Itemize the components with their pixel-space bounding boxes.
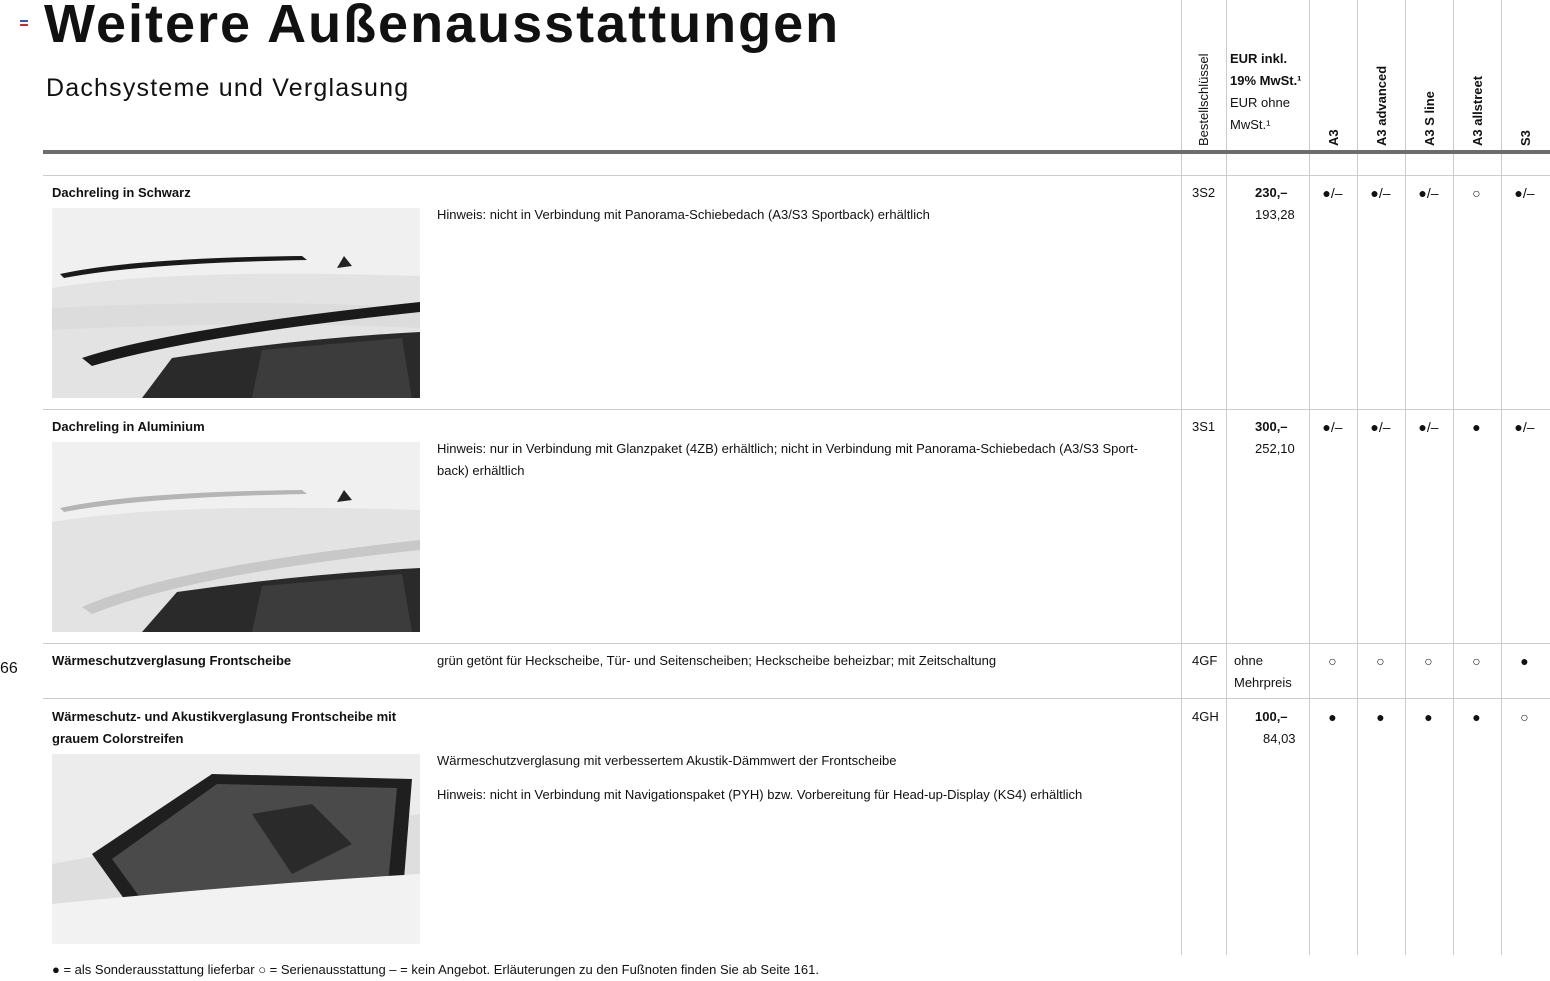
availability-a3-allstreet: ○ [1472, 653, 1481, 669]
grid-line [1357, 0, 1358, 955]
availability-a3: ● [1328, 709, 1337, 725]
grid-line [1405, 0, 1406, 955]
availability-s3: ○ [1520, 709, 1529, 725]
availability-a3-advanced: ○ [1376, 653, 1385, 669]
column-header-s3: S3 [1518, 130, 1533, 146]
grid-line [1181, 0, 1182, 955]
price-header-line2: 19% MwSt.¹ [1230, 73, 1302, 88]
row-order-key: 4GF [1192, 653, 1218, 668]
availability-a3-advanced: ● [1376, 709, 1385, 725]
row-description: grün getönt für Heckscheibe, Tür- und Seitenscheiben; Heckscheibe beheizbar; mit Zeitschaltung [437, 653, 997, 668]
row-price-incl: 100,– [1255, 709, 1288, 724]
row-price-excl: 193,28 [1255, 207, 1295, 222]
availability-a3: ●/– [1322, 419, 1343, 435]
row-price-excl: Mehrpreis [1234, 675, 1292, 690]
availability-a3-advanced: ●/– [1370, 185, 1391, 201]
availability-s3: ●/– [1514, 185, 1535, 201]
row-description-cont: back) erhältlich [437, 463, 525, 478]
windscreen-image [52, 754, 420, 944]
row-name: Dachreling in Aluminium [52, 419, 205, 434]
column-header-a3-s-line: A3 S line [1422, 91, 1437, 146]
availability-a3-s-line: ●/– [1418, 185, 1439, 201]
price-header-line4: MwSt.¹ [1230, 117, 1271, 132]
grid-line [1453, 0, 1454, 955]
page-title: Weitere Außenausstattungen [44, 0, 841, 54]
availability-a3-s-line: ● [1424, 709, 1433, 725]
column-header-key: Bestellschlüssel [1196, 53, 1211, 146]
row-divider [43, 643, 1550, 644]
column-header-a3: A3 [1326, 129, 1341, 146]
row-name: Wärmeschutzverglasung Frontscheibe [52, 653, 292, 668]
column-header-a3-allstreet: A3 allstreet [1470, 75, 1485, 146]
availability-s3: ●/– [1514, 419, 1535, 435]
flag-icon [20, 20, 28, 26]
row-description: Wärmeschutzverglasung mit verbessertem Akustik-Dämmwert der Frontscheibe [437, 753, 897, 768]
availability-a3-s-line: ○ [1424, 653, 1433, 669]
price-header-line1: EUR inkl. [1230, 51, 1288, 66]
availability-a3-s-line: ●/– [1418, 419, 1439, 435]
availability-a3-allstreet: ○ [1472, 185, 1481, 201]
row-description: Hinweis: nicht in Verbindung mit Panorama-Schiebedach (A3/S3 Sportback) erhältlich [437, 207, 930, 222]
page-number: 66 [0, 660, 18, 677]
row-order-key: 3S2 [1192, 185, 1216, 200]
row-name-cont: grauem Colorstreifen [52, 731, 184, 746]
row-name: Wärmeschutz- und Akustikverglasung Frontscheibe mit [52, 709, 397, 724]
column-header-price [1230, 48, 1302, 136]
row-divider [43, 409, 1550, 410]
page-subtitle: Dachsysteme und Verglasung [46, 74, 410, 102]
row-price-excl: 84,03 [1263, 731, 1296, 746]
row-hint: Hinweis: nicht in Verbindung mit Navigationspaket (PYH) bzw. Vorbereitung für Head-up-Display (KS4) erhältlich [437, 787, 1083, 802]
row-description: Hinweis: nur in Verbindung mit Glanzpaket (4ZB) erhältlich; nicht in Verbindung mit Panorama-Schiebedach (A3/S3 Sport- [437, 441, 1138, 456]
grid-line [1226, 0, 1227, 955]
row-order-key: 4GH [1192, 709, 1219, 724]
row-order-key: 3S1 [1192, 419, 1216, 434]
availability-a3-allstreet: ● [1472, 709, 1481, 725]
header-divider [43, 150, 1550, 154]
column-header-a3-advanced: A3 advanced [1374, 65, 1389, 146]
availability-a3: ○ [1328, 653, 1337, 669]
row-name: Dachreling in Schwarz [52, 185, 191, 200]
availability-a3-allstreet: ● [1472, 419, 1481, 435]
row-price-incl: 300,– [1255, 419, 1288, 434]
row-price-incl: ohne [1234, 653, 1263, 668]
row-price-excl: 252,10 [1255, 441, 1295, 456]
row-divider [43, 698, 1550, 699]
roof-rail-aluminium-image [52, 442, 420, 632]
price-header-line3: EUR ohne [1230, 95, 1290, 110]
row-price-incl: 230,– [1255, 185, 1288, 200]
availability-a3-advanced: ●/– [1370, 419, 1391, 435]
availability-s3: ● [1520, 653, 1529, 669]
grid-line [1309, 0, 1310, 955]
roof-rail-black-image [52, 208, 420, 398]
legend: ● = als Sonderausstattung lieferbar ○ = Serienausstattung – = kein Angebot. Erläuterungen zu den Fußnoten finden Sie ab Seite 161. [52, 962, 819, 977]
grid-line [1501, 0, 1502, 955]
row-divider [43, 175, 1550, 176]
availability-a3: ●/– [1322, 185, 1343, 201]
